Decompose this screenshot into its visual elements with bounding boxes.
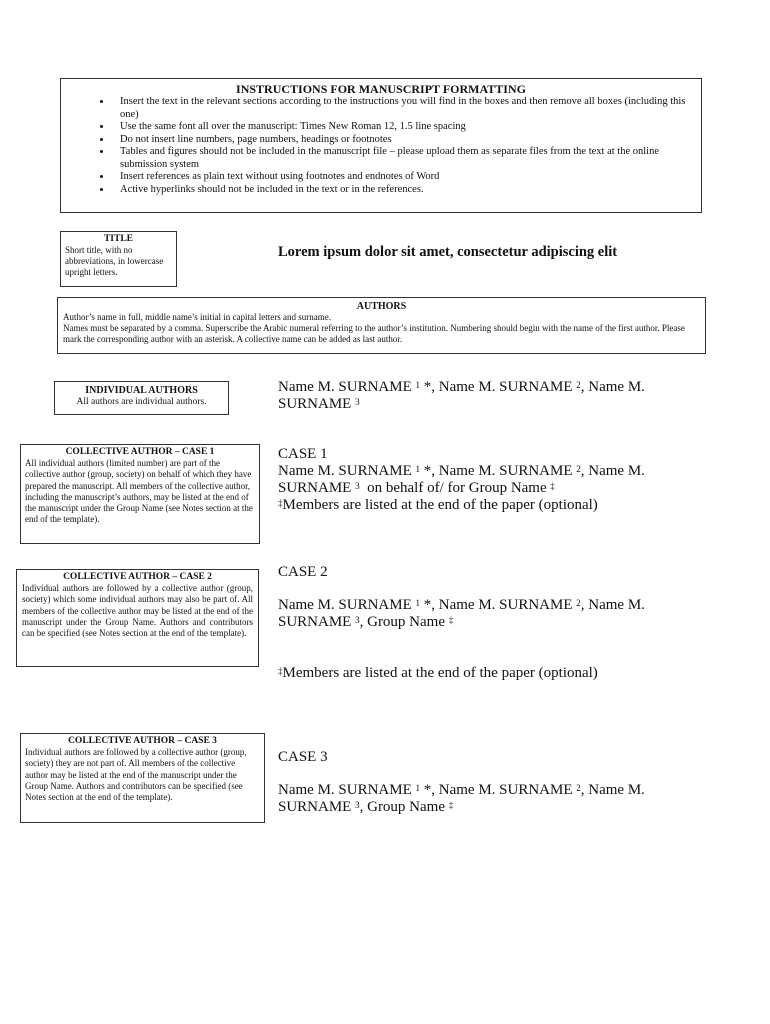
authors-box-heading: AUTHORS <box>356 301 407 312</box>
case1-authors[interactable]: CASE 1 Name M. SURNAME $^1$ *, Name M. SURNAME $^2$, Name M. SURNAME $^3$ on behalf of/ for Group Name ‡ ‡Members are listed at the end of the paper (optional) <box>278 446 645 513</box>
collective-author-case3-box <box>20 733 265 823</box>
title-box-heading: TITLE <box>103 234 134 244</box>
case3-box-text: Individual authors are followed by a collective author (group, society) they are not part of. All members of the collective author may be listed at the end of the manuscript under the Group Name. Authors and contributors can be specified (see Notes section at the end of the template). <box>25 747 247 803</box>
individual-authors-text: All authors are individual authors. <box>76 396 207 407</box>
case2-authors[interactable]: Name M. SURNAME $^1$ *, Name M. SURNAME $^2$, Name M. SURNAME $^3$, Group Name ‡ <box>278 597 645 630</box>
title-instructions-box <box>60 231 177 287</box>
individual-authors-box <box>54 381 229 415</box>
case3-label: CASE 3 <box>278 749 328 765</box>
title-box-text: Short title, with no abbreviations, in lowercase upright letters. <box>65 245 164 277</box>
instruction-item: • Tables and figures should not be included in the manuscript file – please upload them as separate files from the text at the online submission system <box>112 146 693 171</box>
case1-box-heading: COLLECTIVE AUTHOR – CASE 1 <box>65 447 215 457</box>
case2-box-heading: COLLECTIVE AUTHOR – CASE 2 <box>63 572 212 582</box>
case2-members-note: ‡Members are listed at the end of the paper (optional) <box>278 665 598 681</box>
collective-author-case2-box <box>16 569 259 667</box>
instruction-item: • Use the same font all over the manuscript: Times New Roman 12, 1.5 line spacing <box>112 121 693 134</box>
case2-box-text: Individual authors are followed by a collective author (group, society) which some individual authors may also be part of. All members of the collective author may be listed at the end of the manuscript under the Group Name. Authors and contributors can be specified (see Notes section at the end of the template). <box>22 583 253 639</box>
instructions-box <box>60 78 702 213</box>
case2-label: CASE 2 <box>278 564 328 580</box>
instruction-item: • Do not insert line numbers, page numbers, headings or footnotes <box>112 134 693 147</box>
authors-box-line1: Author’s name in full, middle name’s initial in capital letters and surname. <box>63 312 332 322</box>
instructions-title: INSTRUCTIONS FOR MANUSCRIPT FORMATTING <box>236 82 526 96</box>
instructions-list <box>69 96 693 196</box>
instruction-item: • Active hyperlinks should not be included in the text or in the references. <box>112 184 693 197</box>
article-title[interactable]: Lorem ipsum dolor sit amet, consectetur adipiscing elit <box>278 244 618 260</box>
instruction-item: • Insert the text in the relevant sections according to the instructions you will find in the boxes and then remove all boxes (including this one) <box>112 96 693 121</box>
case3-box-heading: COLLECTIVE AUTHOR – CASE 3 <box>68 736 217 746</box>
collective-author-case1-box <box>20 444 260 544</box>
individual-authors-names[interactable]: Name M. SURNAME $^1$ *, Name M. SURNAME $^2$, Name M. SURNAME $^3$ <box>278 379 645 412</box>
authors-box-line2: Names must be separated by a comma. Superscribe the Arabic numeral referring to the author’s institution. Numbering should begin with the name of the first author. Please mark the corresponding author with an asterisk. A collective name can be added as last author. <box>63 323 685 344</box>
case1-label: CASE 1 <box>278 446 328 462</box>
case1-box-text: All individual authors (limited number) are part of the collective author (group, society) on behalf of which they have prepared the manuscript. All members of the collective author, including the manuscript’s authors, may be listed at the end of the manuscript under the Group Name (see Notes section at the end of the template). <box>25 458 253 525</box>
individual-authors-heading: INDIVIDUAL AUTHORS <box>85 385 198 396</box>
case3-authors[interactable]: Name M. SURNAME $^1$ *, Name M. SURNAME $^2$, Name M. SURNAME $^3$, Group Name ‡ <box>278 782 645 815</box>
authors-instructions-box <box>57 297 706 354</box>
instruction-item: • Insert references as plain text without using footnotes and endnotes of Word <box>112 171 693 184</box>
